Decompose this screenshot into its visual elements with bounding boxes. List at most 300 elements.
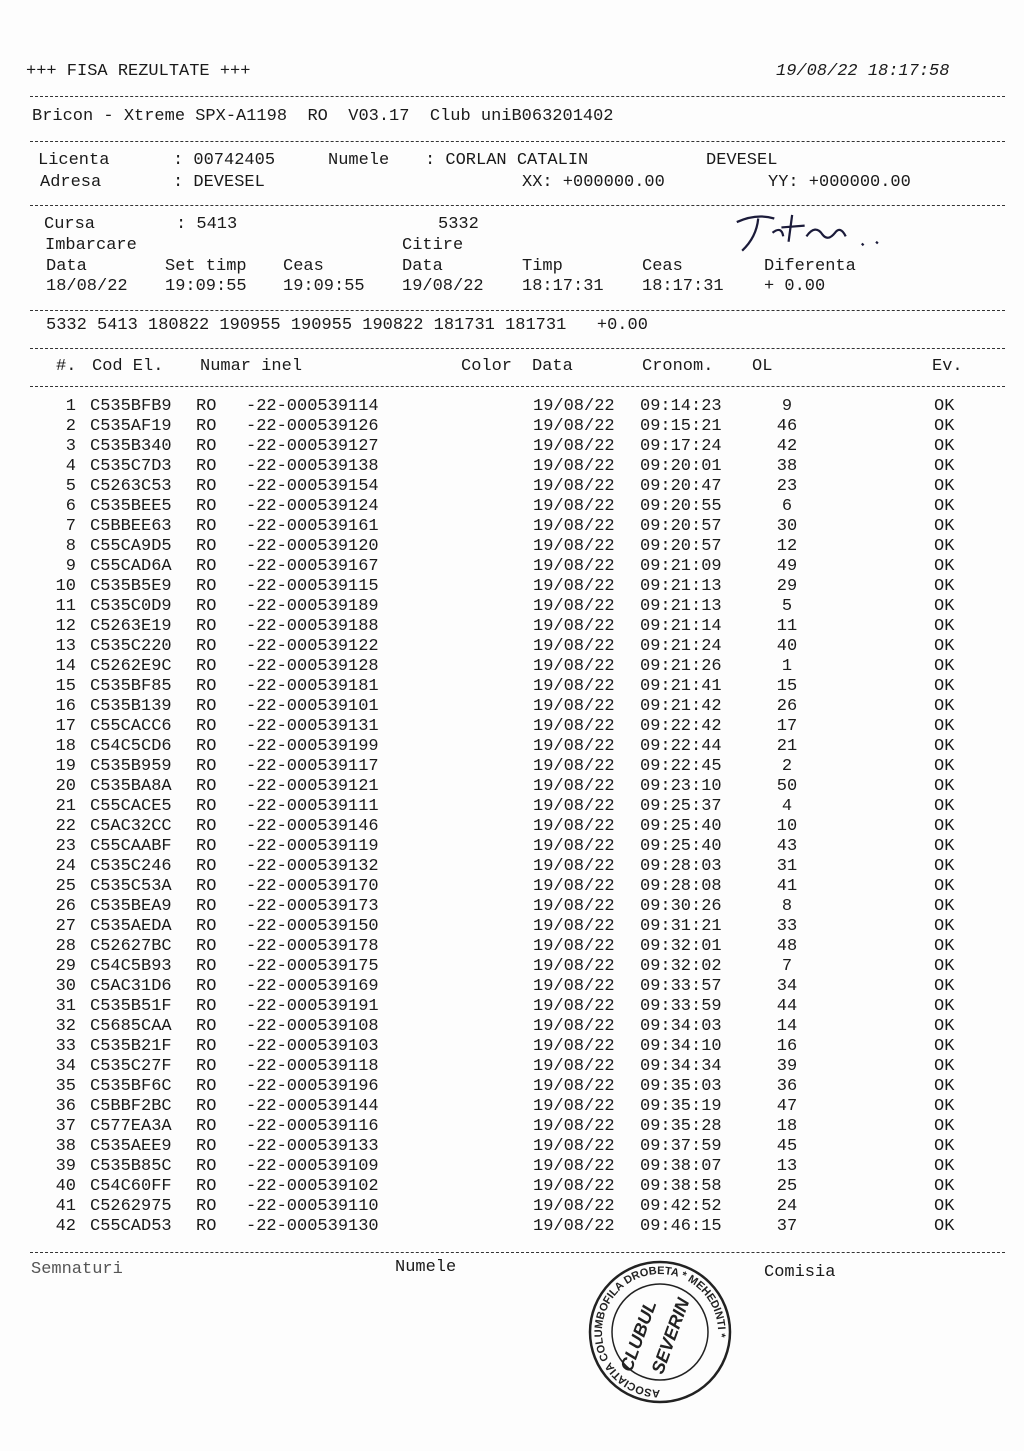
table-row [0,677,1024,697]
ring-number: -22-000539132 [246,857,379,876]
status: OK [934,497,955,516]
status: OK [934,1077,955,1096]
status: OK [934,897,955,916]
arrival-date: 19/08/22 [533,697,615,716]
status: OK [934,1057,955,1076]
comisia-label: Comisia [764,1263,836,1282]
arrival-date: 19/08/22 [533,517,615,536]
status: OK [934,957,955,976]
cod-electronic: C535BFB9 [90,397,172,416]
row-index: 27 [55,917,76,936]
device-info: Bricon - Xtreme SPX-A1198 RO V03.17 Club uniB063201402 [32,107,614,126]
divider [30,96,1005,97]
row-index: 5 [65,477,76,496]
country: RO [196,1077,217,1096]
ring-number: -22-000539119 [246,837,379,856]
arrival-date: 19/08/22 [533,937,615,956]
cod-electronic: C535B139 [90,697,172,716]
row-index: 28 [55,937,76,956]
arrival-date: 19/08/22 [533,617,615,636]
country: RO [196,717,217,736]
status: OK [934,517,955,536]
table-row [0,997,1024,1017]
ol-value: 12 [776,537,798,556]
ol-value: 10 [776,817,798,836]
cod-electronic: C535AEDA [90,917,172,936]
status: OK [934,737,955,756]
country: RO [196,1037,217,1056]
ring-number: -22-000539130 [246,1217,379,1236]
value-timp: 18:17:31 [522,277,604,296]
status: OK [934,1017,955,1036]
ol-value: 16 [776,1037,798,1056]
ol-value: 24 [776,1197,798,1216]
ring-number: -22-000539128 [246,657,379,676]
arrival-date: 19/08/22 [533,537,615,556]
country: RO [196,657,217,676]
arrival-date: 19/08/22 [533,877,615,896]
col-header-cod: Cod El. [92,357,164,376]
arrival-time: 09:28:08 [640,877,722,896]
status: OK [934,1177,955,1196]
row-index: 23 [55,837,76,856]
country: RO [196,1057,217,1076]
table-row [0,977,1024,997]
arrival-date: 19/08/22 [533,1177,615,1196]
value-data: 18/08/22 [46,277,128,296]
ol-value: 44 [776,997,798,1016]
status: OK [934,917,955,936]
ol-value: 33 [776,917,798,936]
yy-coordinate: YY: +000000.00 [768,173,911,192]
cod-electronic: C54C60FF [90,1177,172,1196]
ring-number: -22-000539173 [246,897,379,916]
cod-electronic: C5AC31D6 [90,977,172,996]
country: RO [196,837,217,856]
arrival-time: 09:21:41 [640,677,722,696]
cod-electronic: C535C7D3 [90,457,172,476]
row-index: 8 [65,537,76,556]
cod-electronic: C535C27F [90,1057,172,1076]
country: RO [196,1197,217,1216]
ring-number: -22-000539115 [246,577,379,596]
row-index: 25 [55,877,76,896]
ol-value: 39 [776,1057,798,1076]
arrival-date: 19/08/22 [533,1017,615,1036]
ring-number: -22-000539175 [246,957,379,976]
status: OK [934,557,955,576]
citire-label: Citire [402,236,464,255]
arrival-time: 09:21:24 [640,637,722,656]
cod-electronic: C535BEE5 [90,497,172,516]
arrival-date: 19/08/22 [533,717,615,736]
arrival-date: 19/08/22 [533,1077,615,1096]
arrival-time: 09:32:01 [640,937,722,956]
status: OK [934,657,955,676]
cod-electronic: C55CAABF [90,837,172,856]
arrival-time: 09:32:02 [640,957,722,976]
row-index: 22 [55,817,76,836]
ring-number: -22-000539191 [246,997,379,1016]
header-data: Data [46,257,87,276]
arrival-date: 19/08/22 [533,457,615,476]
arrival-time: 09:22:45 [640,757,722,776]
ring-number: -22-000539122 [246,637,379,656]
cursa-label: Cursa [44,215,96,234]
arrival-time: 09:35:03 [640,1077,722,1096]
row-index: 9 [65,557,76,576]
cod-electronic: C535C0D9 [90,597,172,616]
value-ceas: 19:09:55 [283,277,365,296]
ring-number: -22-000539146 [246,817,379,836]
licenta-label: Licenta [38,151,110,170]
country: RO [196,1177,217,1196]
cod-electronic: C54C5CD6 [90,737,172,756]
arrival-date: 19/08/22 [533,677,615,696]
country: RO [196,637,217,656]
ol-value: 18 [776,1117,798,1136]
ol-value: 45 [776,1137,798,1156]
country: RO [196,557,217,576]
ol-value: 46 [776,417,798,436]
semnaturi-label: Semnaturi [31,1260,123,1279]
citire-number: 5332 [438,215,479,234]
ol-value: 8 [781,897,793,916]
ring-number: -22-000539133 [246,1137,379,1156]
table-row [0,797,1024,817]
row-index: 11 [55,597,76,616]
status: OK [934,457,955,476]
table-row [0,557,1024,577]
country: RO [196,537,217,556]
table-row [0,737,1024,757]
arrival-time: 09:23:10 [640,777,722,796]
ol-value: 34 [776,977,798,996]
cod-electronic: C55CACC6 [90,717,172,736]
arrival-time: 09:21:26 [640,657,722,676]
value-data-citire: 19/08/22 [402,277,484,296]
arrival-date: 19/08/22 [533,637,615,656]
ol-value: 21 [776,737,798,756]
country: RO [196,1117,217,1136]
arrival-time: 09:35:28 [640,1117,722,1136]
arrival-time: 09:31:21 [640,917,722,936]
arrival-date: 19/08/22 [533,1157,615,1176]
table-row [0,817,1024,837]
arrival-date: 19/08/22 [533,1197,615,1216]
status: OK [934,1157,955,1176]
status: OK [934,1037,955,1056]
cod-electronic: C577EA3A [90,1117,172,1136]
col-header-data: Data [532,357,573,376]
arrival-time: 09:34:10 [640,1037,722,1056]
arrival-date: 19/08/22 [533,977,615,996]
status: OK [934,857,955,876]
ring-number: -22-000539199 [246,737,379,756]
status: OK [934,617,955,636]
divider [30,386,1005,387]
country: RO [196,597,217,616]
cod-electronic: C55CAD53 [90,1217,172,1236]
country: RO [196,937,217,956]
ol-value: 41 [776,877,798,896]
table-row [0,1117,1024,1137]
ring-number: -22-000539109 [246,1157,379,1176]
arrival-date: 19/08/22 [533,1137,615,1156]
arrival-time: 09:22:42 [640,717,722,736]
arrival-time: 09:25:40 [640,817,722,836]
header-ceas: Ceas [283,257,324,276]
row-index: 4 [65,457,76,476]
arrival-time: 09:28:03 [640,857,722,876]
country: RO [196,617,217,636]
arrival-time: 09:33:57 [640,977,722,996]
arrival-time: 09:21:14 [640,617,722,636]
divider [30,348,1005,349]
arrival-time: 09:34:03 [640,1017,722,1036]
cod-electronic: C55CA9D5 [90,537,172,556]
numele-value: : CORLAN CATALIN [425,151,589,170]
ol-value: 5 [781,597,793,616]
arrival-date: 19/08/22 [533,997,615,1016]
status: OK [934,717,955,736]
country: RO [196,457,217,476]
country: RO [196,677,217,696]
ol-value: 17 [776,717,798,736]
country: RO [196,417,217,436]
table-row [0,1077,1024,1097]
country: RO [196,797,217,816]
arrival-date: 19/08/22 [533,1117,615,1136]
ring-number: -22-000539101 [246,697,379,716]
table-row [0,577,1024,597]
arrival-time: 09:20:47 [640,477,722,496]
table-row [0,637,1024,657]
table-row [0,497,1024,517]
ring-number: -22-000539120 [246,537,379,556]
country: RO [196,1137,217,1156]
header-ceas-citire: Ceas [642,257,683,276]
table-row [0,717,1024,737]
country: RO [196,1097,217,1116]
arrival-date: 19/08/22 [533,837,615,856]
ol-value: 2 [781,757,793,776]
table-row [0,1197,1024,1217]
col-header-inel: Numar inel [200,357,303,376]
cod-electronic: C5AC32CC [90,817,172,836]
country: RO [196,757,217,776]
status: OK [934,1117,955,1136]
table-row [0,1157,1024,1177]
table-row [0,397,1024,417]
table-row [0,757,1024,777]
row-index: 16 [55,697,76,716]
value-diferenta: + 0.00 [764,277,826,296]
row-index: 1 [65,397,76,416]
arrival-time: 09:20:57 [640,517,722,536]
arrival-date: 19/08/22 [533,597,615,616]
ol-value: 43 [776,837,798,856]
row-index: 36 [55,1097,76,1116]
row-index: 35 [55,1077,76,1096]
status: OK [934,977,955,996]
ol-value: 26 [776,697,798,716]
ol-value: 11 [776,617,798,636]
cod-electronic: C5BBF2BC [90,1097,172,1116]
arrival-date: 19/08/22 [533,657,615,676]
cod-electronic: C55CAD6A [90,557,172,576]
cod-electronic: C535B51F [90,997,172,1016]
table-row [0,457,1024,477]
status: OK [934,837,955,856]
cod-electronic: C5262E9C [90,657,172,676]
table-row [0,877,1024,897]
arrival-time: 09:20:01 [640,457,722,476]
ring-number: -22-000539181 [246,677,379,696]
status: OK [934,477,955,496]
cod-electronic: C535B21F [90,1037,172,1056]
arrival-time: 09:35:19 [640,1097,722,1116]
cod-electronic: C5685CAA [90,1017,172,1036]
ol-value: 15 [776,677,798,696]
country: RO [196,877,217,896]
status: OK [934,817,955,836]
cod-electronic: C5BBEE63 [90,517,172,536]
table-row [0,837,1024,857]
row-index: 21 [55,797,76,816]
country: RO [196,857,217,876]
stamp-inner-text: SEVERIN [647,1295,694,1377]
status: OK [934,757,955,776]
cod-electronic: C535C246 [90,857,172,876]
ol-value: 30 [776,517,798,536]
row-index: 33 [55,1037,76,1056]
status: OK [934,417,955,436]
row-index: 2 [65,417,76,436]
table-row [0,597,1024,617]
row-index: 37 [55,1117,76,1136]
row-index: 10 [55,577,76,596]
ring-number: -22-000539126 [246,417,379,436]
ring-number: -22-000539144 [246,1097,379,1116]
print-datetime: 19/08/22 18:17:58 [776,62,950,81]
ol-value: 40 [776,637,798,656]
table-row [0,1217,1024,1237]
arrival-date: 19/08/22 [533,477,615,496]
arrival-time: 09:15:21 [640,417,722,436]
arrival-date: 19/08/22 [533,1217,615,1236]
row-index: 13 [55,637,76,656]
ring-number: -22-000539138 [246,457,379,476]
arrival-time: 09:38:07 [640,1157,722,1176]
cursa-value: : 5413 [176,215,238,234]
cod-electronic: C535C53A [90,877,172,896]
arrival-date: 19/08/22 [533,957,615,976]
arrival-time: 09:42:52 [640,1197,722,1216]
cod-electronic: C535BF85 [90,677,172,696]
arrival-time: 09:14:23 [640,397,722,416]
arrival-time: 09:37:59 [640,1137,722,1156]
arrival-time: 09:21:42 [640,697,722,716]
table-row [0,537,1024,557]
ring-number: -22-000539169 [246,977,379,996]
table-row [0,1137,1024,1157]
arrival-time: 09:21:13 [640,597,722,616]
status: OK [934,437,955,456]
arrival-time: 09:20:55 [640,497,722,516]
row-index: 34 [55,1057,76,1076]
status: OK [934,697,955,716]
cod-electronic: C55CACE5 [90,797,172,816]
status: OK [934,677,955,696]
row-index: 32 [55,1017,76,1036]
table-row [0,417,1024,437]
ol-value: 25 [776,1177,798,1196]
country: RO [196,957,217,976]
status: OK [934,877,955,896]
ol-value: 29 [776,577,798,596]
arrival-date: 19/08/22 [533,1097,615,1116]
ol-value: 49 [776,557,798,576]
ring-number: -22-000539150 [246,917,379,936]
ol-value: 38 [776,457,798,476]
ring-number: -22-000539102 [246,1177,379,1196]
adresa-value: : DEVESEL [173,173,265,192]
ol-value: 36 [776,1077,798,1096]
cod-electronic: C5262975 [90,1197,172,1216]
divider [30,1252,1005,1253]
country: RO [196,477,217,496]
country: RO [196,817,217,836]
table-row [0,617,1024,637]
arrival-date: 19/08/22 [533,1057,615,1076]
ol-value: 14 [776,1017,798,1036]
arrival-date: 19/08/22 [533,417,615,436]
ol-value: 37 [776,1217,798,1236]
col-header-ol: OL [752,357,773,376]
status: OK [934,397,955,416]
row-index: 19 [55,757,76,776]
arrival-date: 19/08/22 [533,437,615,456]
owner-locality: DEVESEL [706,151,778,170]
row-index: 31 [55,997,76,1016]
adresa-label: Adresa [40,173,102,192]
row-index: 29 [55,957,76,976]
ring-number: -22-000539121 [246,777,379,796]
status: OK [934,1137,955,1156]
ring-number: -22-000539167 [246,557,379,576]
col-header-color: Color [461,357,513,376]
status: OK [934,637,955,656]
arrival-date: 19/08/22 [533,817,615,836]
ring-number: -22-000539116 [246,1117,379,1136]
numele-label: Numele [328,151,390,170]
arrival-time: 09:25:40 [640,837,722,856]
country: RO [196,577,217,596]
ring-number: -22-000539154 [246,477,379,496]
arrival-date: 19/08/22 [533,777,615,796]
arrival-date: 19/08/22 [533,757,615,776]
imbarcare-label: Imbarcare [45,236,137,255]
table-row [0,697,1024,717]
ol-value: 47 [776,1097,798,1116]
row-index: 3 [65,437,76,456]
licenta-value: : 00742405 [173,151,276,170]
divider [30,310,1005,311]
ol-value: 7 [781,957,793,976]
arrival-time: 09:21:13 [640,577,722,596]
club-stamp [582,1256,738,1408]
